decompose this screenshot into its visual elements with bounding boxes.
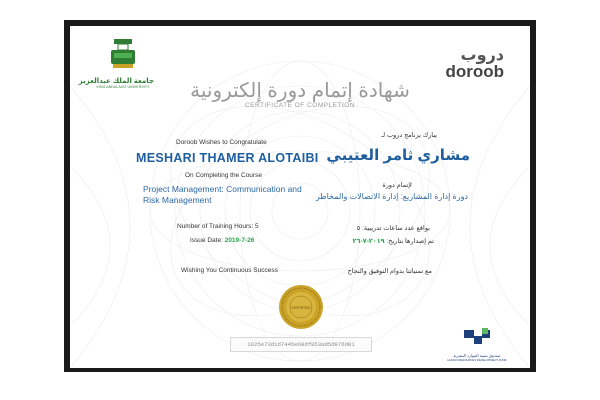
hrdf-emblem-icon: [462, 326, 492, 348]
kau-emblem-icon: [108, 36, 138, 72]
kau-english-name: KING ABDULAZIZ UNIVERSITY: [96, 85, 150, 89]
certificate: [70, 26, 530, 368]
doroob-arabic-wordmark: دروب: [460, 47, 504, 64]
wish-english: Wishing You Continuous Success: [181, 267, 278, 274]
course-name-english: Project Management: Communication and Risk Management: [143, 184, 302, 205]
issue-date-value-arabic: ٢٠١٩-٧-٢٦: [352, 238, 385, 245]
issue-date-label: Issue Date:: [190, 237, 223, 244]
training-hours-english: Number of Training Hours: 5: [177, 223, 259, 230]
seal-text: CERTIFIED: [291, 306, 311, 310]
doroob-logo: [445, 48, 504, 80]
recipient-name-arabic: مشاري ثامر العتيبي: [326, 147, 470, 164]
kau-arabic-name: جامعة الملك عبدالعزيز: [78, 78, 154, 85]
wish-arabic: مع تمنياتنا بدوام التوفيق والنجاح: [347, 268, 432, 275]
course-name-arabic: دورة إدارة المشاريع: إدارة الاتصالات والمخاطر: [315, 192, 468, 201]
certificate-title-english: CERTIFICATE OF COMPLETION: [244, 102, 356, 109]
arabic-intro: يبارك برنامج دروب لـ: [381, 132, 437, 139]
hrdf-arabic-name: صندوق تنمية الموارد البشرية: [453, 353, 501, 358]
english-intro: Doroob Wishes to Congratulate: [176, 139, 267, 146]
training-hours-arabic: بواقع عدد ساعات تدريبية: ٥: [356, 225, 430, 232]
arabic-completing-text: لإتمام دورة: [382, 182, 412, 189]
issue-date-value: 2019-7-26: [224, 237, 255, 244]
hrdf-english-name: HUMAN RESOURCES DEVELOPMENT FUND: [447, 358, 507, 362]
verification-code: 1025e73d1d7445e69df853ad5d976d01: [230, 337, 372, 352]
hrdf-logo: [442, 326, 512, 362]
gold-seal-icon: [278, 284, 324, 330]
english-completing-text: On Completing the Course: [185, 172, 262, 179]
doroob-english-wordmark: doroob: [445, 62, 504, 81]
issue-date-arabic: [353, 237, 434, 245]
recipient-name-english: MESHARI THAMER ALOTAIBI: [136, 151, 319, 165]
certificate-title-arabic: شهادة إتمام دورة إلكترونية: [190, 80, 410, 102]
issue-date-label-arabic: تم إصدارها بتاريخ:: [386, 238, 434, 245]
issue-date-english: [190, 237, 254, 244]
